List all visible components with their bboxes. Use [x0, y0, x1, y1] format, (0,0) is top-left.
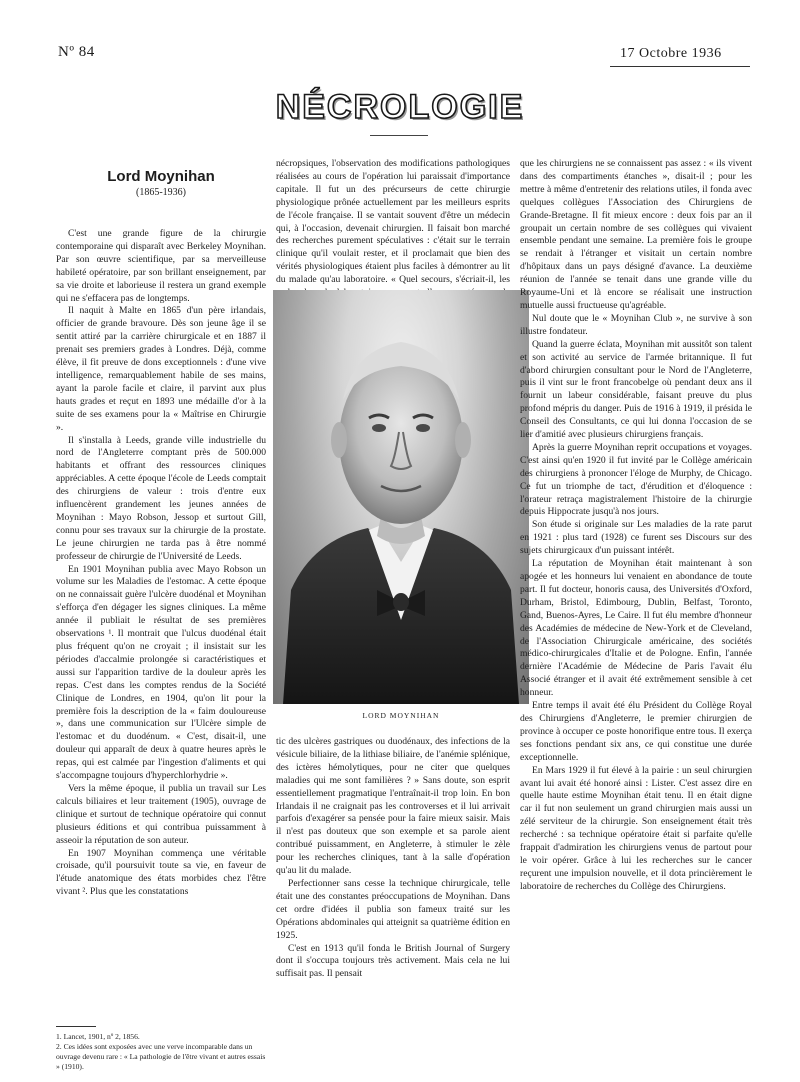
paragraph: que les chirurgiens ne se connaissent pas assez : « ils vivent dans des compartiments étanches », disait-il ; pour les mettre à même d'entretenir des relations utiles, il fonda avec quelques collègues l'Association des Chirurgiens de Grande-Bretagne. Il fit mieux encore : deux fois par an il groupait un certain nombre de ses collègues qui vivaient ensemble pendant une semaine. La première fois le groupe se rendait à l'étranger et visitait un certain nombre d'hôpitaux dans un pays désigné d'avance. La deuxième réunion de l'année se tenait dans une grande ville du Royaume-Uni et là encore se réalisait une instruction mutuelle aussi fructueuse qu'agréable.: [520, 158, 752, 311]
issue-date: 17 Octobre 1936: [620, 46, 722, 61]
header-rule: [610, 66, 750, 67]
paragraph: C'est en 1913 qu'il fonda le British Journal of Surgery dont il s'occupa toujours très activement. Mais cela ne lui suffisait pas. Il pensait: [276, 942, 510, 980]
footnote-rule: [56, 1026, 96, 1027]
column-2-bottom: [276, 736, 510, 981]
paragraph: nécropsiques, l'observation des modifications pathologiques réalisées au cours de l'opération lui paraissait d'importance capitale. Il fut un des précurseurs de cette chirurgie physiologique prônée actuellement par les meilleurs esprits de l'école française. Il se vantait souvent d'être un médecin qui, à l'occasion, devenait chirurgien. Il faisait bon marché des recherches purement spéculatives : c'était sur le terrain clinique qu'il voulait rester, et il proclamait que bien des vérités physiologiques étaient plus faciles à démontrer au lit du malade qu'au laboratoire. « Quel secours, s'écriait-il, les: [276, 158, 510, 286]
paragraph: La réputation de Moynihan était maintenant à son apogée et les honneurs lui venaient en abondance de toute part. Il fut docteur, honoris causa, des Universités d'Oxford, Durham, Bristol, Edimbourg, Dublin, Belfast, Toronto, Gand, Buenos-Ayres, Le Caire. Il fut élu membre d'honneur des Académies de médecine de New-York et de Cleveland, de l'Association Chirurgicale américaine, des sociétés médico-chirurgicales d'Italie et de Pologne. Enfin, l'année dernière l'Académie de Médecine de Paris l'avait élu Associé étranger et il avait été extrêmement sensible à cet honneur.: [520, 558, 752, 699]
paragraph: Vers la même époque, il publia un travail sur Les calculs biliaires et leur traitement (1905), ouvrage de clinique et surtout de technique opératoire qui connut plusieurs éditions et qui contribua puissamment à asseoir la réputation de son auteur.: [56, 782, 266, 846]
footnote: 2. Ces idées sont exposées avec une verve incomparable dans un ouvrage devenu rare : « La pathologie de l'être vivant et autres essais » (1910).: [56, 1042, 266, 1071]
paragraph: En Mars 1929 il fut élevé à la pairie : un seul chirurgien avant lui avait été honoré ainsi : Lister. C'est assez dire en quelle haute estime Moynihan était tenu. Il en était digne car il fut non seulement un grand chirurgien mais aussi un zélé serviteur de la chirurgie. Son enseignement était très recherché : sa technique opératoire était si parfaite qu'elle frappait d'admiration les chirurgiens venus de partout pour le voir opérer. Grâce à lui les recherches sur le cancer reçurent une impulsion nouvelle, et il dota princièrement le laboratoire de recherches du Collège des Chirurgiens.: [520, 764, 752, 892]
obituary-dates: (1865-1936): [136, 187, 186, 198]
paragraph: tic des ulcères gastriques ou duodénaux, des infections de la vésicule biliaire, de la lithiase biliaire, de l'anémie splénique, des ictères hémolytiques, pour ne citer que quelques maladies qui me sont familières ? » Sans doute, son esprit essentiellement pragmatique l'entraînait-il trop loin. En bon Irlandais il ne craignait pas les controverses et il lui arrivait parfois d'exagérer sa pensée pour la faire mieux saisir. Mais il n'est pas douteux que son exemple et sa parole aient contribué puissamment, en Angleterre, à stimuler le zèle pour les recherches cliniques, tant à la salle d'opération qu'au lit du malade.: [276, 736, 510, 877]
paragraph: Perfectionner sans cesse la technique chirurgicale, telle était une des constantes préoccupations de Moynihan. Dans cet ordre d'idées il publia son fameux traité sur les Opérations abdominales qui atteignit sa quatrième édition en 1925.: [276, 877, 510, 941]
paragraph: En 1901 Moynihan publia avec Mayo Robson un volume sur les Maladies de l'estomac. A cette époque on ne connaissait guère l'ulcère duodénal et Moynihan s'efforça d'en dégager les signes cliniques. La même année il publiait le résultat de ses premières observations ¹. Il montrait que l'ulcus duodénal était plus fréquent qu'on ne croyait ; il insistait sur les périodes d'accalmie prolongée si caractéristiques et aussi sur l'apparition tardive de la douleur après les repas. C'est dans les comptes rendus de la Société Clinique de Londres, en 1904, qu'on lit pour la première fois la description de la « faim douloureuse », dans une communication sur l'Ulcère simple de l'estomac et du duodénum. « C'est, disait-il, une douleur qui apparaît de deux à quatre heures après le repas, qui est calmée par l'ingestion d'aliments et qui s'accompagne toujours d'hyperchlorhydrie ».: [56, 563, 266, 782]
section-title: NÉCROLOGIE: [275, 88, 525, 126]
column-1: [56, 228, 266, 899]
paragraph: Son étude si originale sur Les maladies de la rate parut en 1921 : plus tard (1928) ce furent ses Discours sur des sujets chirurgicaux d'un puissant intérêt.: [520, 519, 752, 557]
paragraph: C'est une grande figure de la chirurgie contemporaine qui disparaît avec Berkeley Moynihan. Par son œuvre scientifique, par sa merveilleuse habileté opératoire, par son brillant enseignement, par sa vie droite et laborieuse il restera un grand exemple qui ne s'effacera pas de longtemps.: [56, 228, 266, 304]
paragraph: Entre temps il avait été élu Président du Collège Royal des Chirurgiens d'Angleterre, le premier chirurgien de province à occuper ce poste honorifique entre tous. Il exerça ses fonctions pendant six ans, ce qui constitue une durée exceptionnelle.: [520, 700, 752, 763]
paragraph: Nul doute que le « Moynihan Club », ne survive à son illustre fondateur.: [520, 312, 752, 337]
portrait-caption: LORD MOYNIHAN: [362, 711, 440, 720]
paragraph: Il s'installa à Leeds, grande ville industrielle du nord de l'Angleterre comptant près de 500.000 habitants et offrant des ressources cliniques appréciables. A cette époque l'école de Leeds comptait des chirurgiens de valeur : trois d'entre eux influencèrent grandement les jeunes années de Moynihan : Mayo Robson, Jessop et surtout Gill, connu pour ses travaux sur la chirurgie de la prostate. Le jeune chirurgien ne tarda pas à être nommé professeur de chirurgie de l'Université de Leeds.: [56, 434, 266, 562]
issue-number: Nº 84: [58, 44, 95, 60]
title-rule: [370, 135, 428, 136]
footnote: 1. Lancet, 1901, nº 2, 1856.: [56, 1032, 140, 1041]
column-3: [520, 158, 752, 894]
footnotes: [56, 1032, 266, 1072]
paragraph: Quand la guerre éclata, Moynihan mit aussitôt son talent et son activité au service de l'armée britannique. Il fut d'abord chirurgien consultant pour le Nord de l'Angleterre, puis il vint sur le front francobelge où pendant deux ans il fournit un labeur considérable, faisant preuve du plus profond mépris du danger. Puis de 1916 à 1919, il présida le Conseil des Consultants, ce qui lui donna l'occasion de se lier d'amitié avec plusieurs chirurgiens français.: [520, 338, 752, 441]
paragraph: En 1907 Moynihan commença une véritable croisade, qu'il poursuivit toute sa vie, en faveur de l'étude anatomique des états morbides chez l'être vivant ². Plus que les constatations: [56, 847, 266, 898]
paragraph: Après la guerre Moynihan reprit occupations et voyages. C'est ainsi qu'en 1920 il fut invité par le Collège américain des chirurgiens à prononcer l'éloge de Murphy, de Chicago. Ce fut un triomphe de tact, d'érudition et d'éloquence : l'orateur retraça magistralement l'histoire de la chirurgie depuis Hippocrate jusqu'à nos jours.: [520, 441, 752, 518]
portrait-illustration: [273, 290, 529, 704]
obituary-name: Lord Moynihan: [107, 168, 215, 185]
portrait-photo: [273, 290, 529, 704]
paragraph: Il naquit à Malte en 1865 d'un père irlandais, officier de grande bravoure. Dès son jeune âge il se sentit attiré par la carrière chirurgicale et en 1887 il prenait ses premiers grades à Londres. Déjà, comme élève, il fit preuve de dons exceptionnels : d'une vive intelligence, remarquablement habile de ses mains, ayant la parole facile et claire, il parvint aux plus hauts grades et reçut en 1893 une médaille d'or à la suite de ses examens pour la « Maîtrise en Chirurgie ».: [56, 305, 266, 433]
